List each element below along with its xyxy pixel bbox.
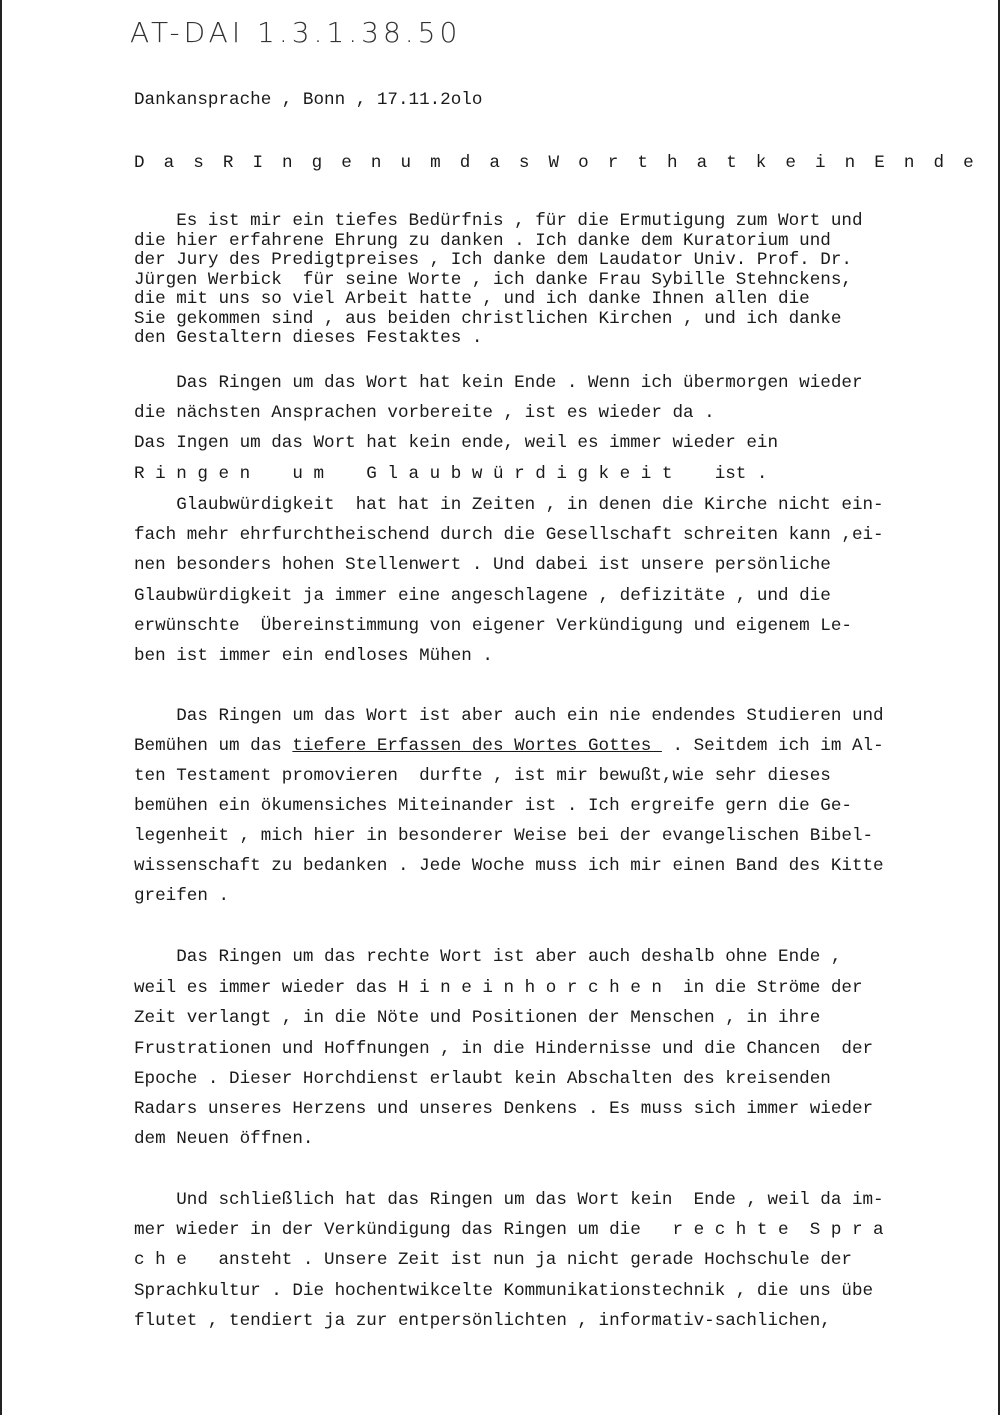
text-line — [134, 736, 884, 756]
text-line: die nächsten Ansprachen vorbereite , ist es wieder da . — [134, 403, 715, 423]
title-letter: R — [222, 153, 234, 173]
title-letter: s — [518, 153, 530, 173]
text-line: Es ist mir ein tiefes Bedürfnis , für die Ermutigung zum Wort und — [134, 211, 863, 231]
title-letter: d — [933, 153, 945, 173]
text-line: bemühen ein ökumensiches Miteinander ist . Ich ergreife gern die Ge- — [134, 796, 852, 816]
title-letter: u — [400, 153, 412, 173]
archive-reference: AT-DAI 1.3.1.38.50 — [130, 16, 462, 49]
text-line: Zeit verlangt , in die Nöte und Positionen der Menschen , in ihre — [134, 1008, 821, 1028]
text-line: flutet , tendiert ja zur entpersönlichten , informativ-sachlichen, — [134, 1311, 831, 1331]
text-line: Glaubwürdigkeit ja immer eine angeschlagene , defizitäte , und die — [134, 586, 831, 606]
text-line: nen besonders hohen Stellenwert . Und dabei ist unsere persönliche — [134, 555, 831, 575]
text-line: Radars unseres Herzens und unseres Denkens . Es muss sich immer wieder — [134, 1099, 874, 1119]
text-line: c h e ansteht . Unsere Zeit ist nun ja nicht gerade Hochschule der — [134, 1250, 852, 1270]
text-span: Bemühen um das — [134, 736, 293, 756]
title-letter: e — [785, 153, 796, 173]
title-letter: E — [874, 153, 885, 173]
text-line: Das Ringen um das Wort hat kein Ende . Wenn ich übermorgen wieder — [134, 373, 863, 393]
title-letter: n — [844, 153, 856, 173]
text-line: erwünschte Übereinstimmung von eigener Verkündigung und eigenem Le- — [134, 616, 852, 636]
title-letter: e — [341, 153, 352, 173]
text-line: Sie gekommen sind , aus beiden christlichen Kirchen , und ich danke — [134, 308, 842, 329]
title-letter: W — [548, 153, 560, 173]
title-letter: h — [666, 153, 678, 173]
title-letter: d — [459, 153, 471, 173]
title-letter: t — [637, 153, 648, 173]
title-letter: s — [193, 153, 204, 173]
text-line: den Gestaltern dieses Festaktes . — [134, 328, 483, 348]
title-letter: n — [903, 153, 915, 173]
title-letter: m — [430, 153, 441, 173]
title-letter: t — [726, 153, 737, 173]
title-letter: g — [311, 153, 323, 173]
speech-title — [134, 153, 974, 173]
text-line: die hier erfahrene Ehrung zu danken . Ich danke dem Kuratorium und — [134, 230, 831, 251]
text-line: Das Ingen um das Wort hat kein ende, weil es immer wieder ein — [134, 433, 779, 453]
text-line: Sprachkultur . Die hochentwikcelte Kommunikationstechnik , die uns übe — [134, 1281, 874, 1301]
text-line: fach mehr ehrfurchtheischend durch die Gesellschaft schreiten kann ,ei- — [134, 525, 884, 545]
title-letter: i — [815, 153, 826, 173]
text-line: mer wieder in der Verkündigung das Ringen um die r e c h t e S p r a — [134, 1220, 884, 1240]
title-letter: n — [282, 153, 293, 173]
title-letter: o — [578, 153, 589, 173]
text-line: ben ist immer ein endloses Mühen . — [134, 646, 493, 666]
text-line: dem Neuen öffnen. — [134, 1129, 314, 1149]
text-line: die mit uns so viel Arbeit hatte , und ich danke Ihnen allen die — [134, 289, 810, 309]
text-line: ten Testament promovieren durfte , ist mir bewußt,wie sehr dieses — [134, 766, 831, 786]
text-line: greifen . — [134, 886, 230, 906]
title-letter: e — [963, 153, 974, 173]
speech-heading: Dankansprache , Bonn , 17.11.2olo — [134, 90, 483, 110]
text-line: Jürgen Werbick für seine Worte , ich danke Frau Sybille Stehnckens, — [134, 269, 852, 290]
text-line: legenheit , mich hier in besonderer Weise bei der evangelischen Bibel- — [134, 826, 874, 846]
text-line: wissenschaft zu bedanken . Jede Woche muss ich mir einen Band des Kitte — [134, 856, 884, 876]
text-line: Epoche . Dieser Horchdienst erlaubt kein Abschalten des kreisenden — [134, 1069, 831, 1089]
title-letter: a — [696, 153, 708, 173]
text-line: der Jury des Predigtpreises , Ich danke dem Laudator Univ. Prof. Dr. — [134, 250, 852, 270]
title-letter: k — [755, 153, 767, 173]
title-letter: r — [607, 153, 619, 173]
text-span: . Seitdem ich im Al- — [661, 736, 884, 756]
paragraph-1 — [134, 212, 974, 349]
text-line: weil es immer wieder das H i n e i n h o r c h e n in die Ströme der — [134, 978, 863, 998]
text-line: Frustrationen und Hoffnungen , in die Hindernisse und die Chancen der — [134, 1039, 874, 1059]
text-line: Das Ringen um das Wort ist aber auch ein nie endendes Studieren und — [134, 706, 884, 726]
title-letter: n — [370, 153, 382, 173]
title-letter: a — [163, 153, 175, 173]
scan-edge-left — [0, 0, 2, 1415]
text-line: R i n g e n u m G l a u b w ü r d i g k e i t ist . — [134, 464, 768, 484]
title-letter: D — [134, 153, 145, 173]
text-line: Und schließlich hat das Ringen um das Wort kein Ende , weil da im- — [134, 1190, 884, 1210]
title-letter: a — [489, 153, 500, 173]
underlined-phrase: tiefere Erfassen des Wortes Gottes — [292, 736, 662, 756]
text-line: Glaubwürdigkeit hat hat in Zeiten , in denen die Kirche nicht ein- — [134, 495, 884, 515]
text-line: Das Ringen um das rechte Wort ist aber auch deshalb ohne Ende , — [134, 947, 842, 967]
title-letter: I — [252, 153, 263, 173]
